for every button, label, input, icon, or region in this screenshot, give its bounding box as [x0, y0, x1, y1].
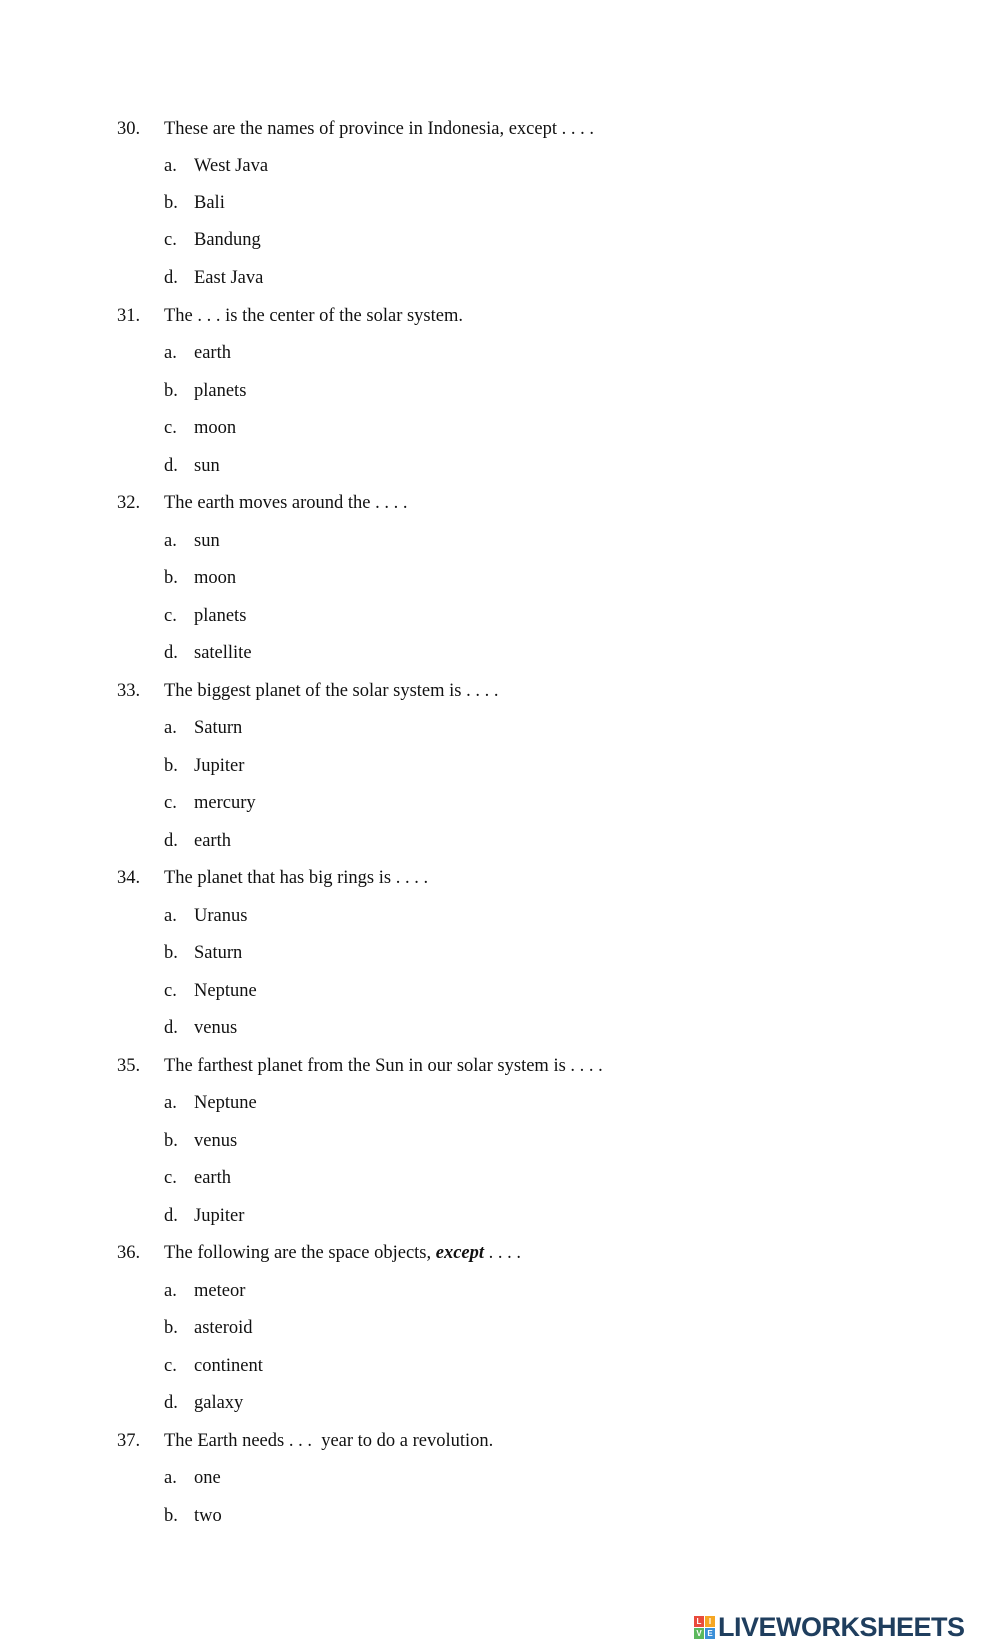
option-text: venus [194, 1018, 238, 1038]
option-letter: a. [164, 1281, 177, 1301]
option-text: sun [194, 456, 220, 476]
question-number: 33. [117, 681, 141, 701]
option-letter: c. [164, 793, 177, 813]
logo-text: LIVEWORKSHEETS [718, 1611, 965, 1642]
option-text: Bandung [194, 230, 261, 250]
question-number: 37. [117, 1431, 141, 1451]
logo-tile: I [705, 1616, 715, 1627]
question-number: 35. [117, 1056, 141, 1076]
question-text: The farthest planet from the Sun in our solar system is . . . . [164, 1056, 603, 1076]
question-number: 30. [117, 119, 141, 139]
question-number: 36. [117, 1243, 141, 1263]
option-text: sun [194, 531, 220, 551]
option-letter: d. [164, 456, 178, 476]
option-text: two [194, 1506, 222, 1526]
option-letter: a. [164, 156, 177, 176]
option-text: East Java [194, 268, 264, 288]
option-letter: c. [164, 1356, 177, 1376]
option-text: galaxy [194, 1393, 244, 1413]
option-letter: d. [164, 831, 178, 851]
question-text: The earth moves around the . . . . [164, 493, 408, 513]
question-text [164, 1242, 521, 1264]
option-text: Neptune [194, 981, 257, 1001]
option-text: venus [194, 1131, 238, 1151]
option-text: mercury [194, 793, 256, 813]
option-letter: a. [164, 718, 177, 738]
option-letter: a. [164, 1093, 177, 1113]
option-letter: a. [164, 1468, 177, 1488]
question-text: The . . . is the center of the solar system. [164, 306, 463, 326]
option-text: Neptune [194, 1093, 257, 1113]
option-letter: b. [164, 1131, 178, 1151]
option-text: West Java [194, 156, 269, 176]
option-letter: d. [164, 643, 178, 663]
question-number: 32. [117, 493, 141, 513]
option-letter: d. [164, 1206, 178, 1226]
option-letter: d. [164, 1393, 178, 1413]
option-letter: a. [164, 906, 177, 926]
option-letter: b. [164, 1318, 178, 1338]
liveworksheets-logo [694, 1612, 994, 1642]
option-letter: a. [164, 343, 177, 363]
logo-tile: L [694, 1616, 704, 1627]
option-letter: b. [164, 381, 178, 401]
option-letter: c. [164, 606, 177, 626]
question-text-before: The following are the space objects, [164, 1243, 436, 1263]
option-text: earth [194, 1168, 231, 1188]
option-text: earth [194, 343, 231, 363]
option-letter: b. [164, 943, 178, 963]
option-text: Saturn [194, 943, 243, 963]
question-text: The Earth needs . . . year to do a revolution. [164, 1431, 494, 1451]
question-text: The biggest planet of the solar system is . . . . [164, 681, 499, 701]
question-text-after: . . . . [484, 1243, 522, 1263]
option-letter: c. [164, 230, 177, 250]
option-text: Jupiter [194, 1206, 245, 1226]
option-letter: b. [164, 193, 178, 213]
option-text: planets [194, 381, 247, 401]
option-letter: c. [164, 418, 177, 438]
logo-tile: V [694, 1628, 704, 1639]
question-number: 31. [117, 306, 141, 326]
question-text: The planet that has big rings is . . . . [164, 868, 429, 888]
logo-tile: E [705, 1628, 715, 1639]
option-letter: c. [164, 981, 177, 1001]
option-text: asteroid [194, 1318, 253, 1338]
option-text: planets [194, 606, 247, 626]
option-text: Jupiter [194, 756, 245, 776]
option-letter: a. [164, 531, 177, 551]
option-letter: c. [164, 1168, 177, 1188]
question-number: 34. [117, 868, 141, 888]
question-text-emphasis: except [435, 1243, 485, 1263]
option-text: earth [194, 831, 231, 851]
option-text: one [194, 1468, 221, 1488]
option-letter: b. [164, 1506, 178, 1526]
option-text: Bali [194, 193, 225, 213]
option-text: moon [194, 418, 237, 438]
option-letter: b. [164, 756, 178, 776]
option-letter: d. [164, 1018, 178, 1038]
option-text: continent [194, 1356, 263, 1376]
option-text: satellite [194, 643, 252, 663]
option-text: meteor [194, 1281, 246, 1301]
question-text: These are the names of province in Indonesia, except . . . . [164, 119, 594, 139]
option-letter: d. [164, 268, 178, 288]
option-letter: b. [164, 568, 178, 588]
logo-mark-icon [694, 1616, 715, 1639]
option-text: Uranus [194, 906, 248, 926]
option-text: moon [194, 568, 237, 588]
option-text: Saturn [194, 718, 243, 738]
